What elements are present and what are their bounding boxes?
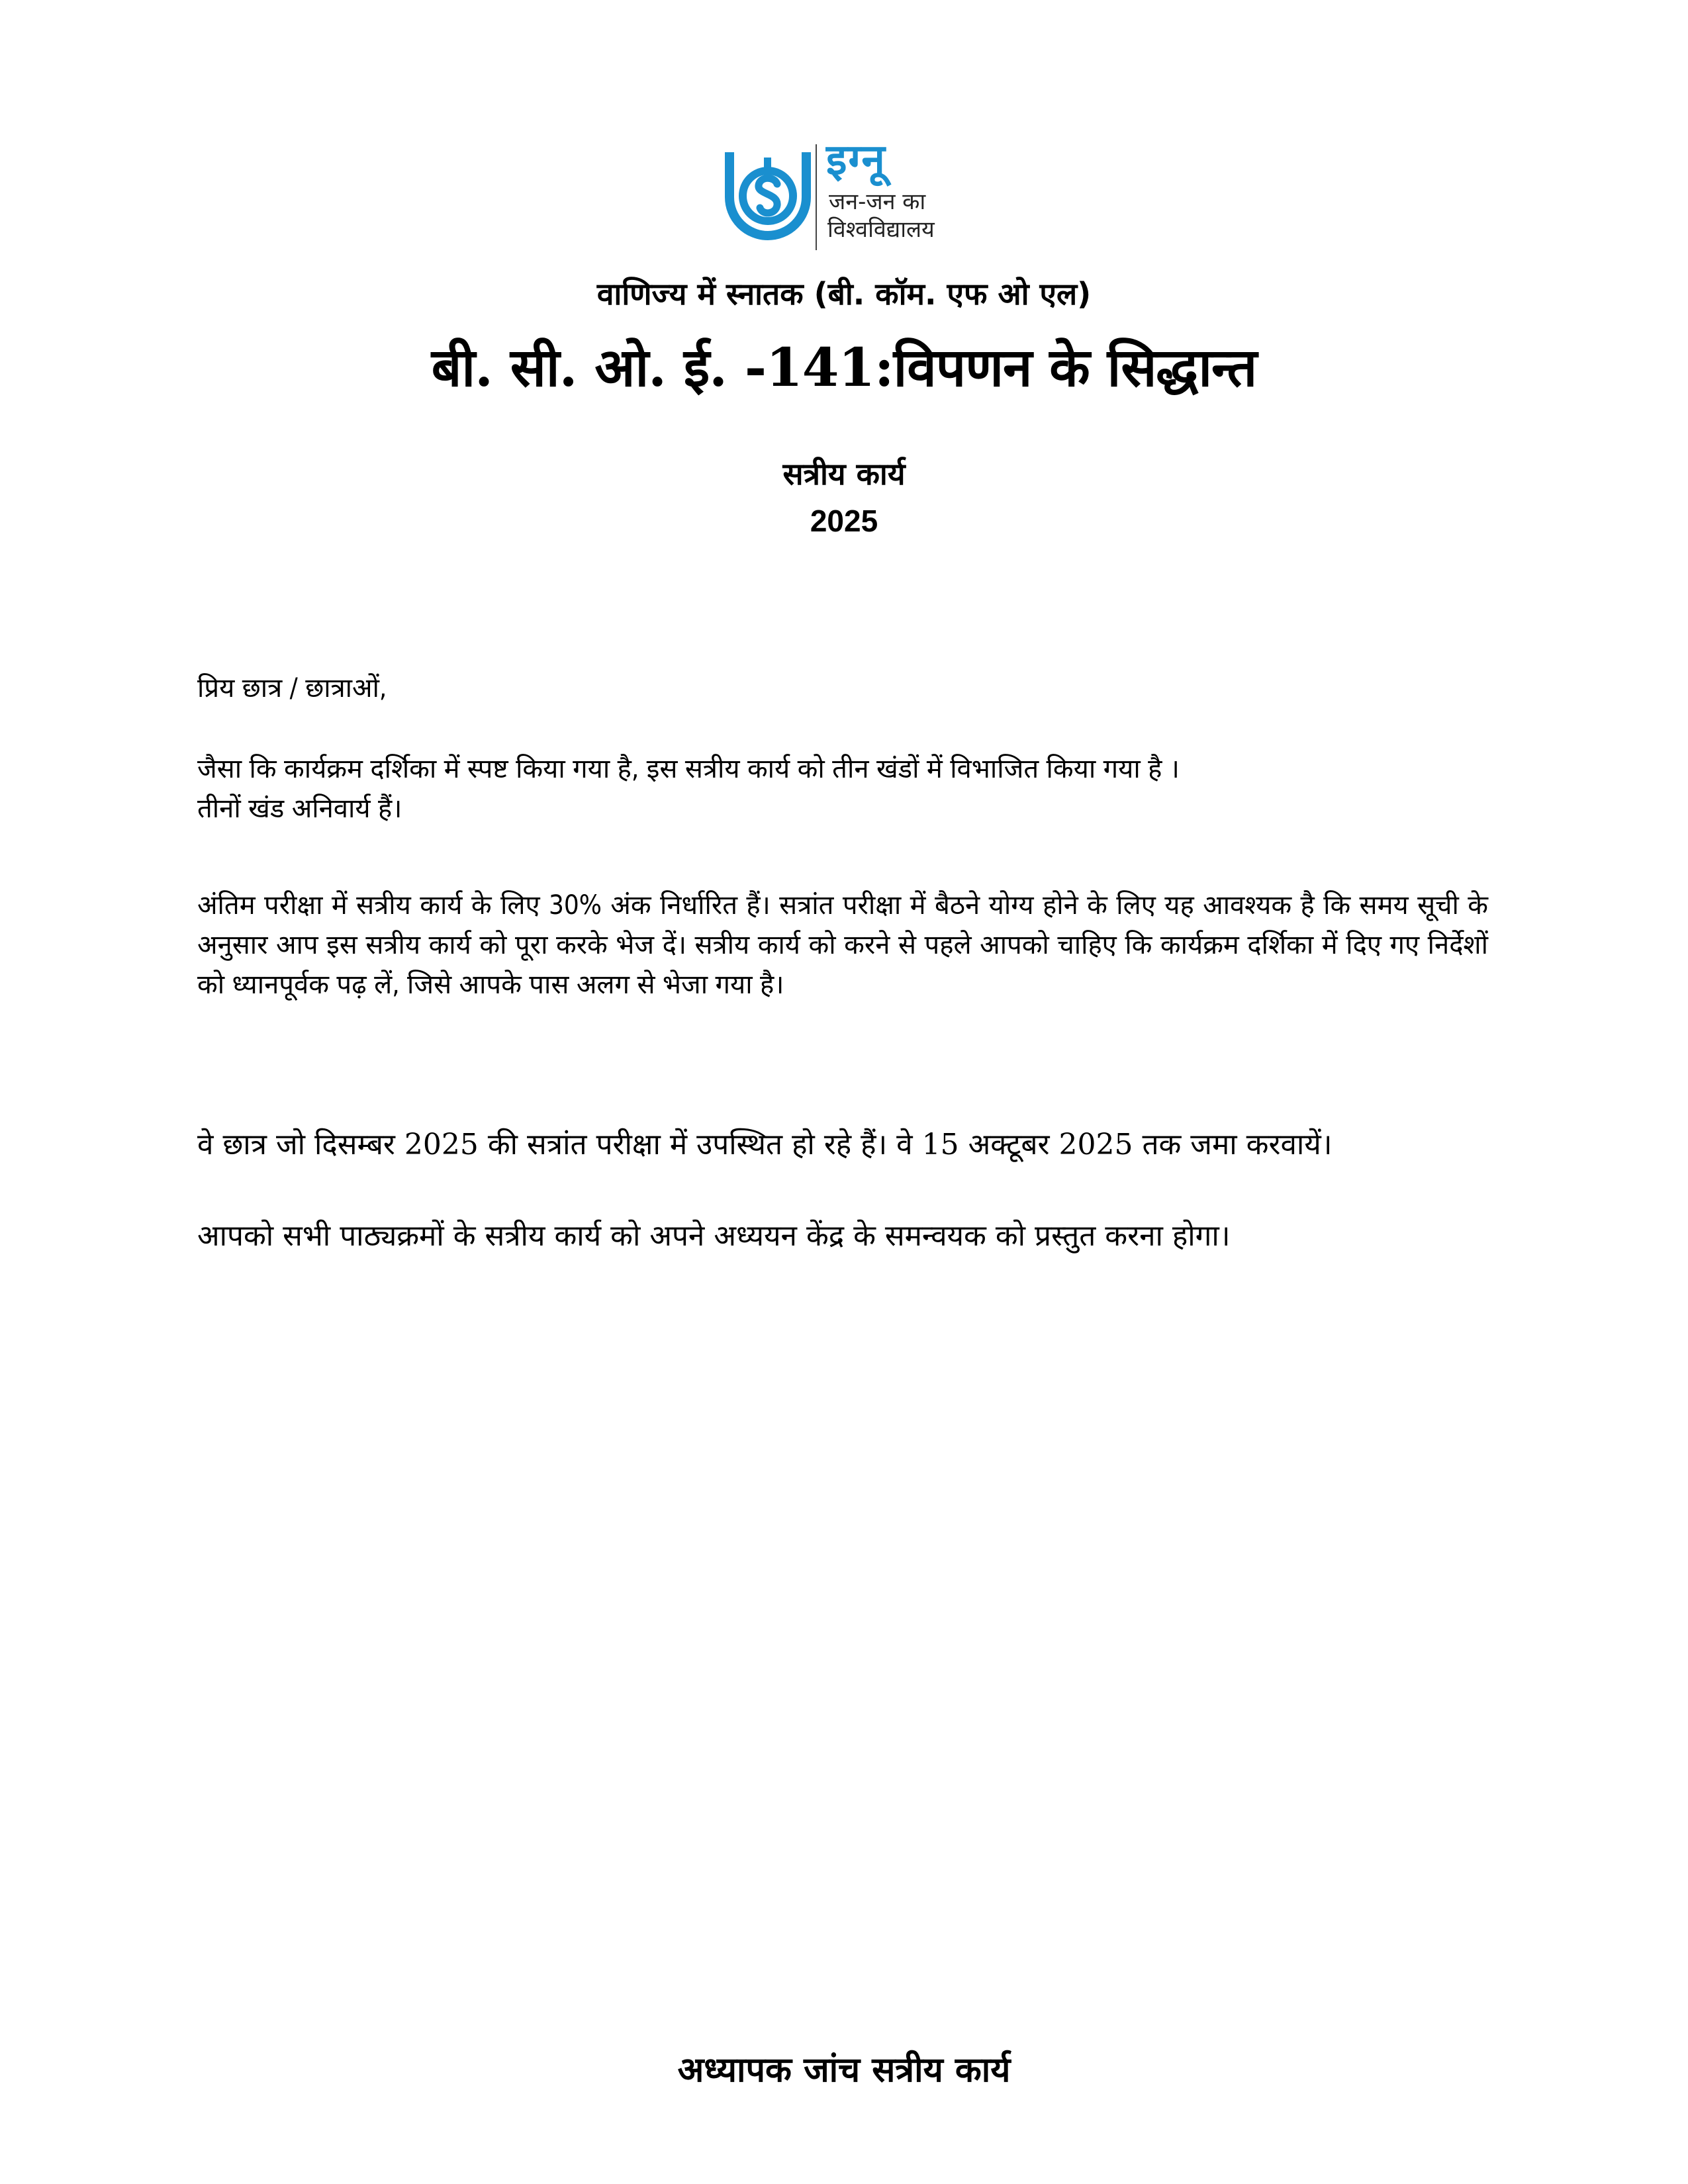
assignment-year: 2025	[810, 504, 878, 538]
logo-brand-text: इग्नू	[826, 136, 886, 185]
programme-title: वाणिज्य में स्नातक (बी. कॉम. एफ ओ एल)	[596, 276, 1092, 312]
paragraph-sections-line2: तीनों खंड अनिवार्य हैं।	[197, 794, 402, 824]
paragraph-submission: आपको सभी पाठ्यक्रमों के सत्रीय कार्य को अपने अध्ययन केंद्र के समन्वयक को प्रस्तुत करना होगा।	[197, 1219, 1231, 1253]
ignou-logo	[722, 136, 960, 250]
ignou-emblem-icon	[722, 144, 814, 250]
logo-tagline-1: जन-जन का	[829, 189, 926, 215]
footer-title: अध्यापक जांच सत्रीय कार्य	[677, 2050, 1011, 2090]
paragraph-sections	[197, 749, 1488, 829]
logo-divider	[816, 144, 817, 250]
greeting: प्रिय छात्र / छात्राओं,	[197, 673, 387, 704]
paragraph-deadline: वे छात्र जो दिसम्बर 2025 की सत्रांत परीक्षा में उपस्थित हो रहे हैं। वे 15 अक्टूबर 2025 तक जमा करवायें।	[197, 1128, 1333, 1161]
paragraph-marks: अंतिम परीक्षा में सत्रीय कार्य के लिए 30% अंक निर्धारित हैं। सत्रांत परीक्षा में बैठने योग्य होने के लिए यह आवश्यक है कि समय सूची के अनुसार आप इस सत्रीय कार्य को पूरा करके भेज दें। सत्रीय कार्य को करने से पहले आपको चाहिए कि कार्यक्रम दर्शिका में दिए गए निर्देशों को ध्यानपूर्वक पढ़ लें, जिसे आपके पास अलग से भेजा गया है।	[197, 890, 1488, 1000]
paragraph-sections-line1: जैसा कि कार्यक्रम दर्शिका में स्पष्ट किया गया है, इस सत्रीय कार्य को तीन खंडों में विभाजित किया गया है ।	[197, 754, 1180, 784]
assignment-label: सत्रीय कार्य	[782, 456, 906, 492]
course-title: बी. सी. ओ. ई. -141:विपणन के सिद्धान्त	[431, 336, 1257, 398]
logo-tagline-2: विश्वविद्यालय	[827, 216, 935, 243]
